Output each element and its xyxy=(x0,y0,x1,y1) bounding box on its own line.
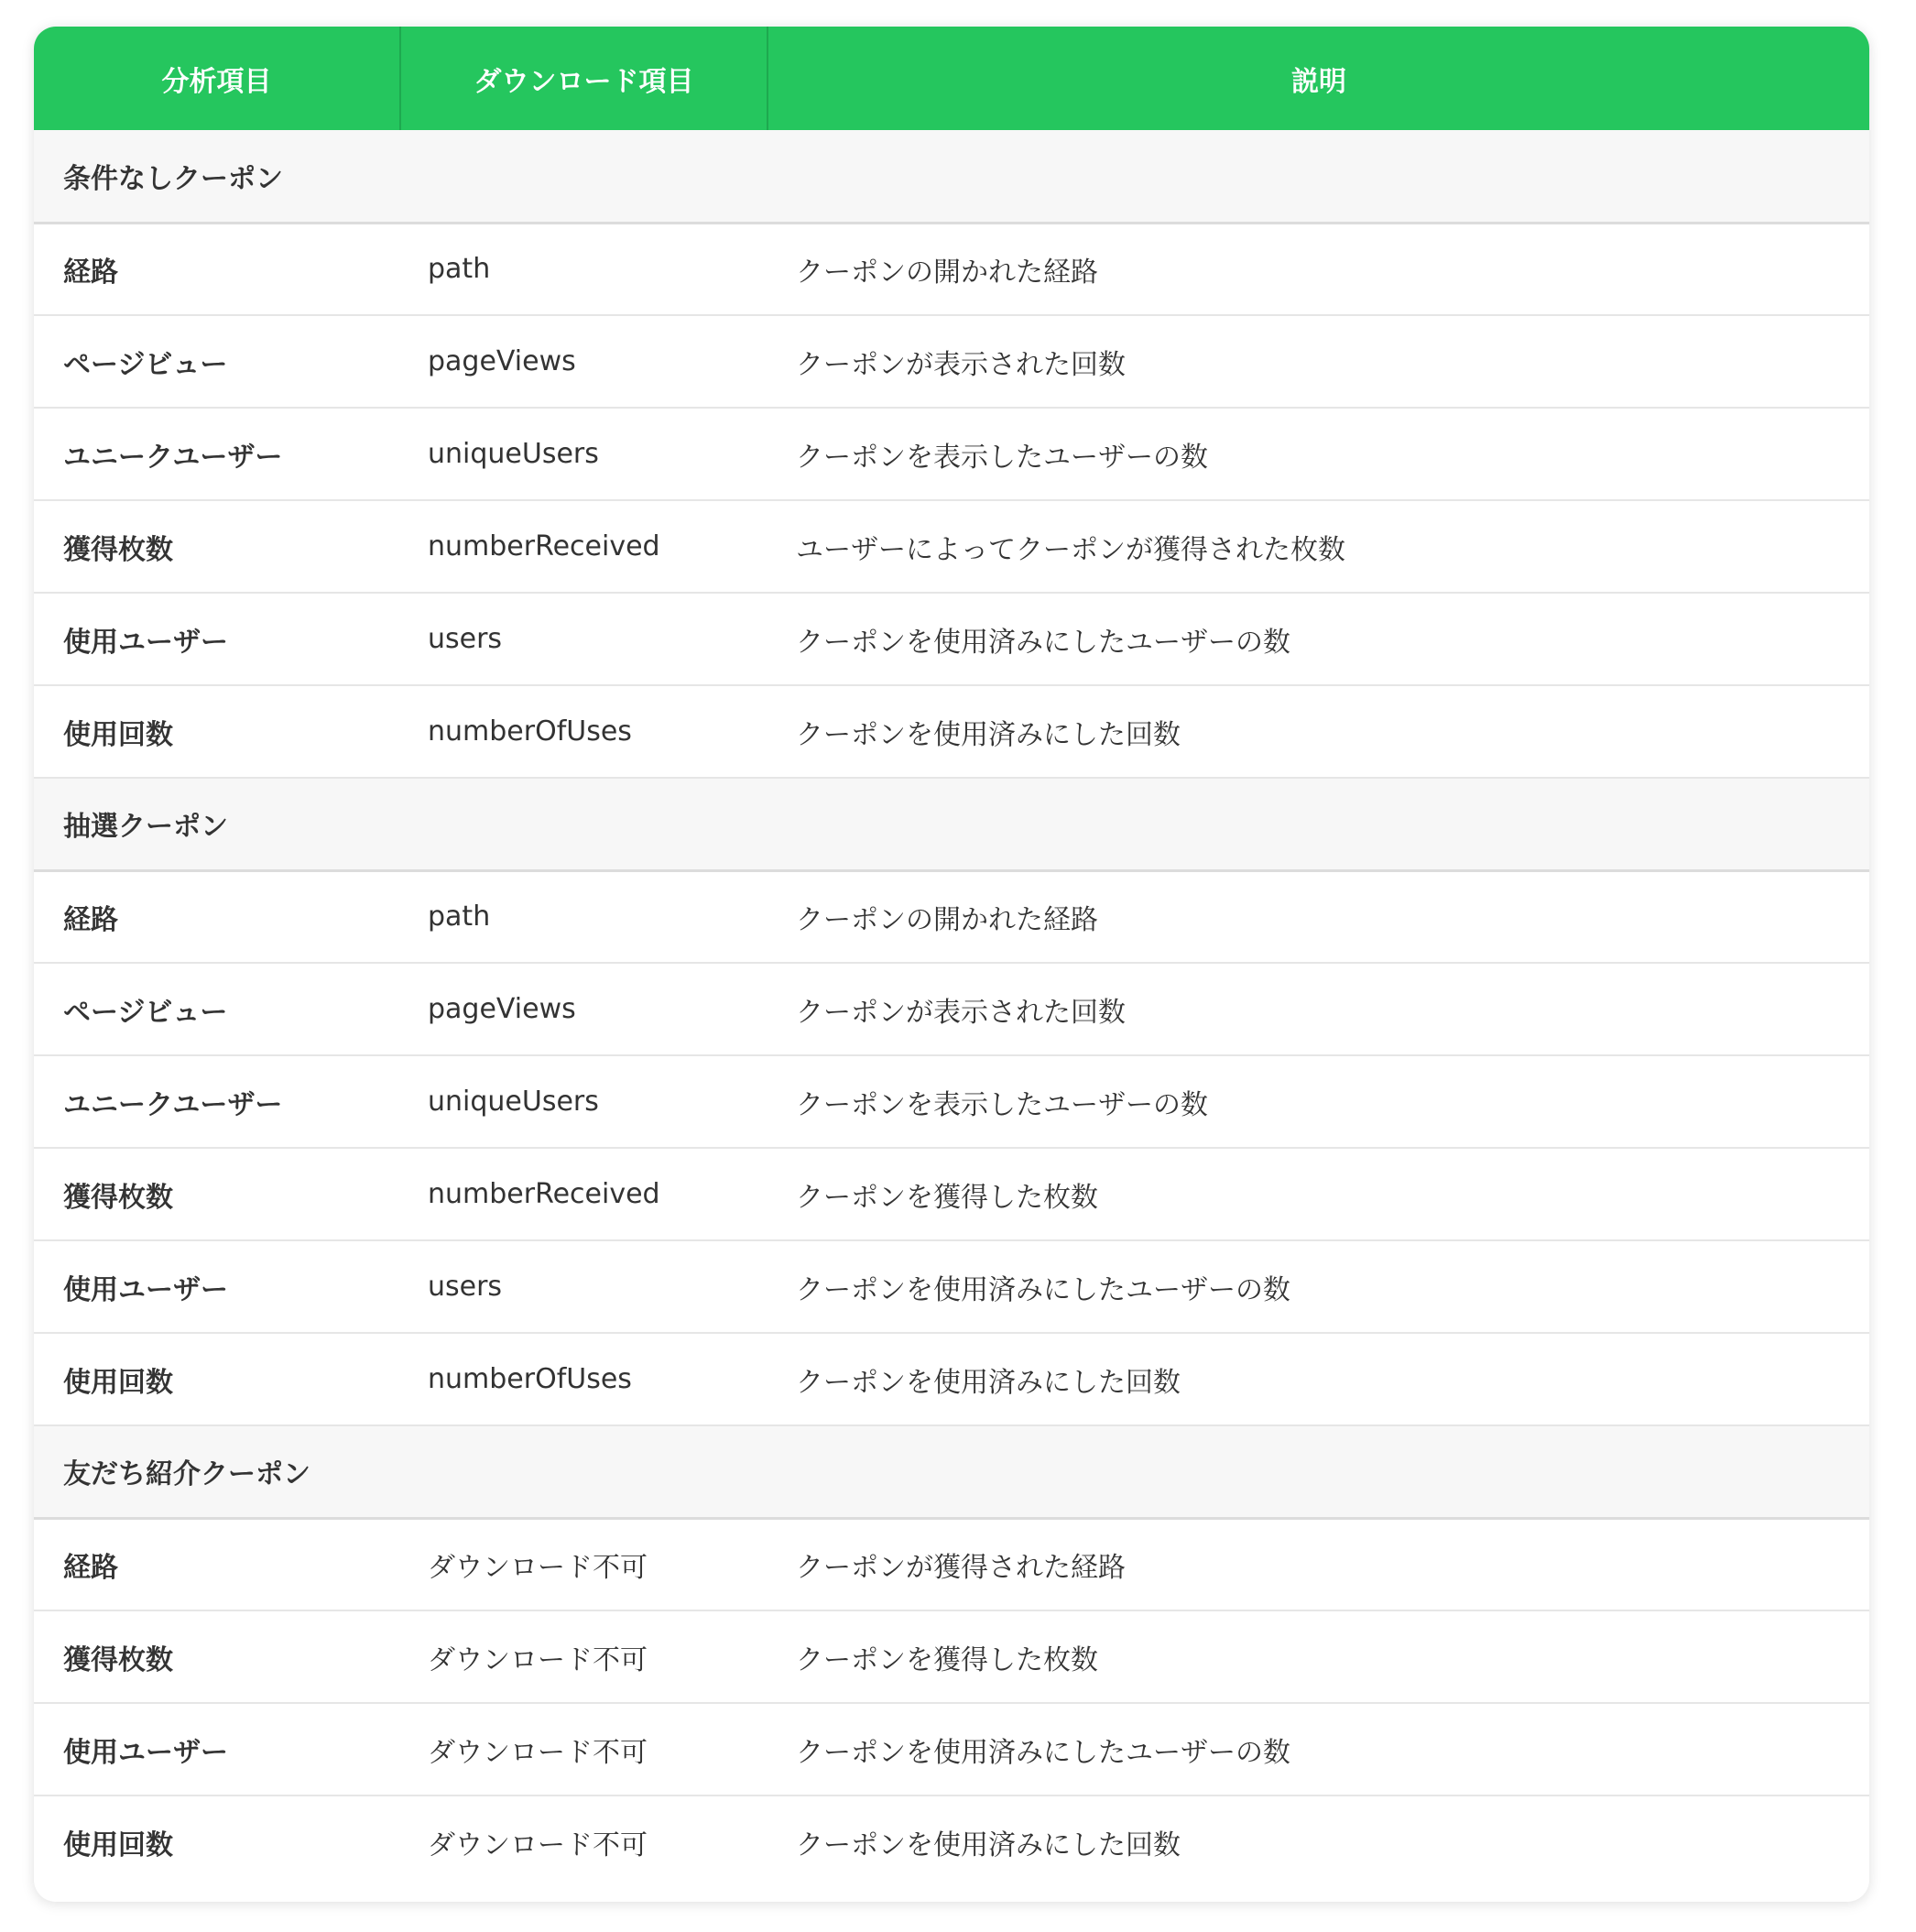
download-item-cell: uniqueUsers xyxy=(400,408,767,500)
download-item-cell: users xyxy=(400,1240,767,1333)
section-row xyxy=(34,130,1869,223)
download-item-cell: numberReceived xyxy=(400,500,767,593)
description-cell: クーポンが表示された回数 xyxy=(767,315,1869,408)
table-row xyxy=(34,1610,1869,1703)
download-item-cell: users xyxy=(400,593,767,685)
analysis-item-cell: 経路 xyxy=(34,223,400,315)
analysis-item-cell: ページビュー xyxy=(34,315,400,408)
download-item-cell: pageViews xyxy=(400,963,767,1055)
description-cell: クーポンが表示された回数 xyxy=(767,963,1869,1055)
download-item-cell: numberOfUses xyxy=(400,685,767,778)
analysis-item-cell: 使用回数 xyxy=(63,1829,173,1861)
table-row xyxy=(34,223,1869,315)
analysis-item-cell: 経路 xyxy=(34,1518,400,1610)
analysis-item-cell: 獲得枚数 xyxy=(34,1148,400,1240)
table-row xyxy=(34,1703,1869,1796)
section-title: 抽選クーポン xyxy=(34,778,1869,870)
section-title: 条件なしクーポン xyxy=(34,130,1869,223)
analysis-item-cell: ユニークユーザー xyxy=(34,1055,400,1148)
description-cell: クーポンを獲得した枚数 xyxy=(767,1610,1869,1703)
description-cell: クーポンを表示したユーザーの数 xyxy=(767,408,1869,500)
download-item-cell: numberReceived xyxy=(400,1148,767,1240)
table-row xyxy=(34,315,1869,408)
description-cell: クーポンの開かれた経路 xyxy=(767,223,1869,315)
table-row xyxy=(34,1148,1869,1240)
description-cell: クーポンを使用済みにした回数 xyxy=(767,1333,1869,1425)
header-download-item: ダウンロード項目 xyxy=(400,27,767,130)
analysis-item-cell: ページビュー xyxy=(34,963,400,1055)
table-row xyxy=(34,685,1869,778)
analysis-item-cell: 使用ユーザー xyxy=(34,1703,400,1796)
table-header xyxy=(34,27,1869,130)
download-item-cell: ダウンロード不可 xyxy=(400,1610,767,1703)
analysis-item-cell: 使用回数 xyxy=(34,685,400,778)
description-cell: クーポンの開かれた経路 xyxy=(767,870,1869,963)
download-item-cell: numberOfUses xyxy=(400,1333,767,1425)
download-item-cell: ダウンロード不可 xyxy=(400,1518,767,1610)
description-cell: クーポンを使用済みにした回数 xyxy=(796,1829,1181,1861)
analysis-item-cell: 経路 xyxy=(34,870,400,963)
analysis-item-cell: 獲得枚数 xyxy=(34,500,400,593)
download-item-cell: path xyxy=(400,870,767,963)
description-cell: クーポンを使用済みにしたユーザーの数 xyxy=(767,593,1869,685)
analysis-item-cell: ユニークユーザー xyxy=(34,408,400,500)
description-cell: クーポンを使用済みにした回数 xyxy=(767,685,1869,778)
table-row xyxy=(34,1518,1869,1610)
table-row xyxy=(34,963,1869,1055)
analysis-item-cell: 使用回数 xyxy=(34,1333,400,1425)
download-item-cell: ダウンロード不可 xyxy=(400,1703,767,1796)
analysis-item-cell: 獲得枚数 xyxy=(34,1610,400,1703)
description-cell: ユーザーによってクーポンが獲得された枚数 xyxy=(767,500,1869,593)
description-cell: クーポンを使用済みにしたユーザーの数 xyxy=(767,1703,1869,1796)
table-row xyxy=(34,1240,1869,1333)
table-row xyxy=(34,1333,1869,1425)
section-row xyxy=(34,1425,1869,1518)
header-row xyxy=(34,27,1869,130)
description-cell: クーポンを獲得した枚数 xyxy=(767,1148,1869,1240)
download-item-cell: pageViews xyxy=(400,315,767,408)
section-row xyxy=(34,778,1869,870)
description-cell: クーポンを表示したユーザーの数 xyxy=(767,1055,1869,1148)
analysis-item-cell: 使用ユーザー xyxy=(34,593,400,685)
description-cell: クーポンを使用済みにしたユーザーの数 xyxy=(767,1240,1869,1333)
table-row xyxy=(34,500,1869,593)
download-item-cell: path xyxy=(400,223,767,315)
analysis-items-table xyxy=(34,27,1869,1888)
download-item-cell: uniqueUsers xyxy=(400,1055,767,1148)
table-row xyxy=(34,593,1869,685)
table-row xyxy=(34,1055,1869,1148)
section-title: 友だち紹介クーポン xyxy=(34,1425,1869,1518)
table-body xyxy=(34,130,1869,1888)
header-analysis-item: 分析項目 xyxy=(161,65,272,98)
table-row xyxy=(34,870,1869,963)
table-row xyxy=(34,1796,1869,1888)
analysis-table-card xyxy=(34,27,1869,1902)
table-row xyxy=(34,408,1869,500)
analysis-item-cell: 使用ユーザー xyxy=(34,1240,400,1333)
description-cell: クーポンが獲得された経路 xyxy=(767,1518,1869,1610)
header-description: 説明 xyxy=(767,27,1869,130)
download-item-cell: ダウンロード不可 xyxy=(428,1829,648,1861)
